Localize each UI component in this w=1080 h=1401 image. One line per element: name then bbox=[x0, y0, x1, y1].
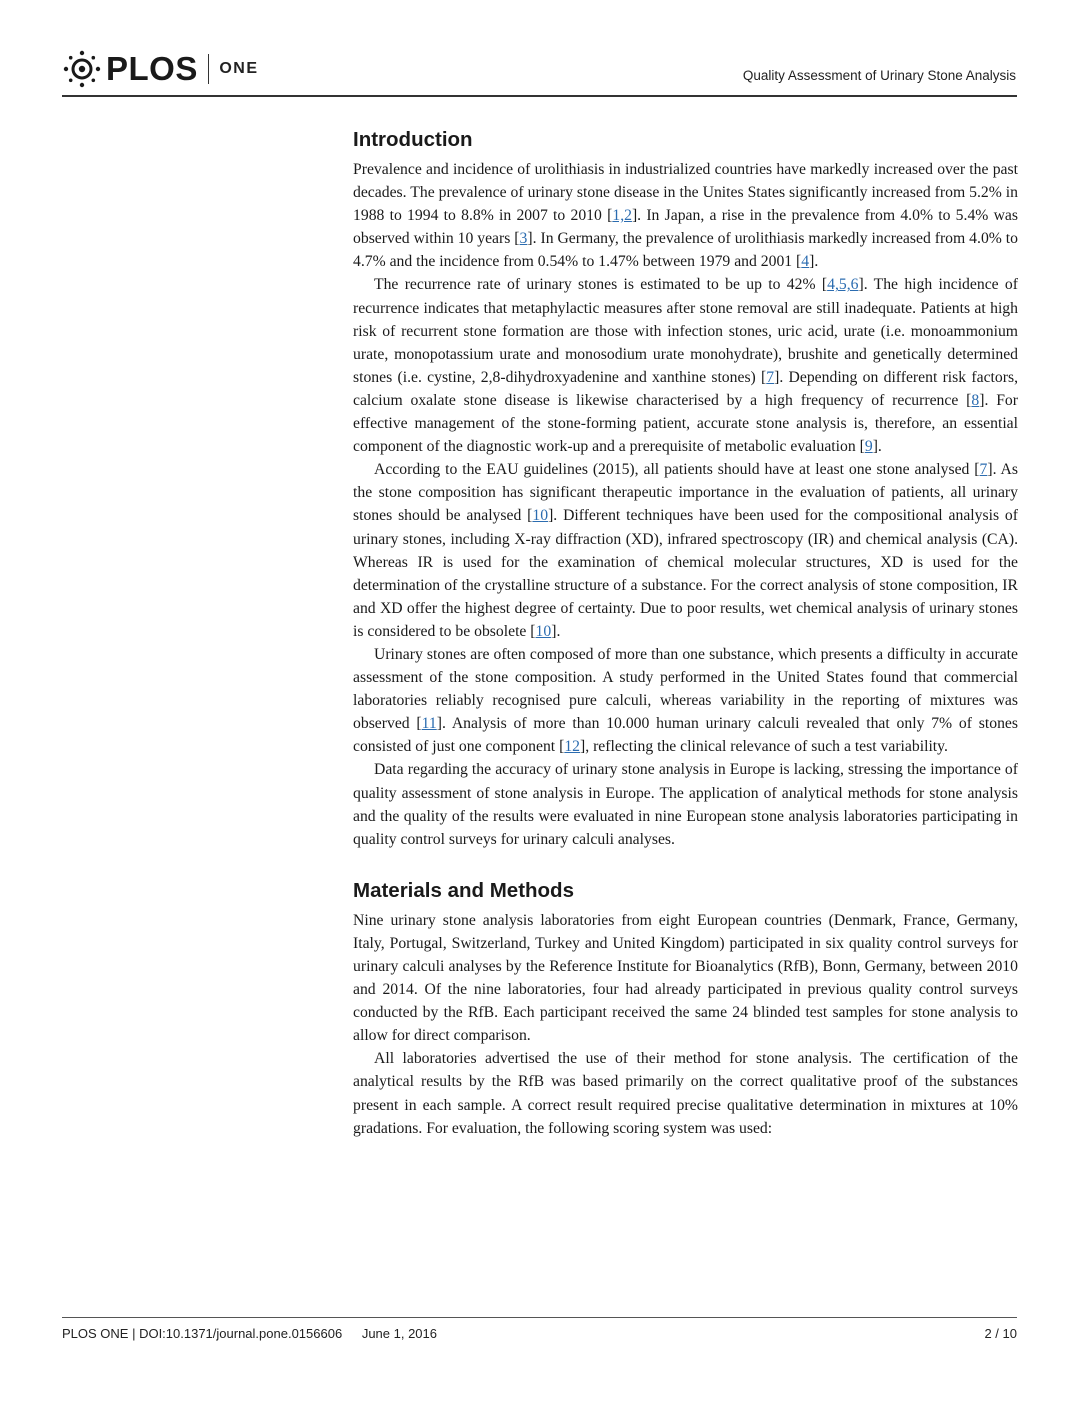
citation-link[interactable]: 3 bbox=[519, 230, 528, 248]
citation-link[interactable]: 11 bbox=[421, 715, 437, 733]
page-number: 2 / 10 bbox=[984, 1326, 1017, 1341]
footer-date: June 1, 2016 bbox=[361, 1326, 437, 1341]
article-body bbox=[353, 128, 1018, 1140]
citation-link[interactable]: 7 bbox=[766, 368, 775, 386]
running-title: Quality Assessment of Urinary Stone Analysis bbox=[742, 68, 1016, 83]
body-paragraph: Nine urinary stone analysis laboratories from eight European countries (Denmark, France, Germany, Italy, Portugal, Switzerland, Turkey and United Kingdom) participated in six quality control surveys for urinary calculi analyses by the Reference Institute for Bioanalytics (RfB), Bonn, Germany, between 2010 and 2014. Of the nine laboratories, four had already participated in previous quality control surveys conducted by the RfB. Each participant received the same 24 blinded test samples for stone analysis to allow for direct comparison. bbox=[353, 911, 1018, 1045]
body-paragraph: Data regarding the accuracy of urinary stone analysis in Europe is lacking, stressing the importance of quality assessment of stone analysis in Europe. The application of analytical methods for stone analysis and the quality of the results were evaluated in nine European stone analysis laboratories participating in quality control surveys for urinary calculi analyses. bbox=[353, 761, 1018, 848]
logo-text: PLOS bbox=[106, 50, 198, 87]
citation-link[interactable]: 7 bbox=[979, 461, 988, 479]
logo-subtext: ONE bbox=[219, 60, 259, 77]
section-heading: Introduction bbox=[353, 128, 473, 151]
logo-divider bbox=[208, 54, 210, 84]
body-paragraph: Prevalence and incidence of urolithiasis in industrialized countries have markedly increased over the past decades. The prevalence of urinary stone disease in the Unites States significantly increased from 5.2% in 1988 to 1994 to 8.8% in 2007 to 2010 [1,2]. In Japan, a rise in the prevalence from 4.0% to 5.4% was observed within 10 years [3]. In Germany, the prevalence of urolithiasis markedly increased from 4.0% to 4.7% and the incidence from 0.54% to 1.47% between 1979 and 2001 [4]. bbox=[353, 161, 1018, 271]
citation-link[interactable]: 4,5,6 bbox=[827, 276, 859, 294]
body-paragraph: The recurrence rate of urinary stones is estimated to be up to 42% [4,5,6]. The high incidence of recurrence indicates that metaphylactic measures after stone removal are still inadequate. Patients at high risk of recurrent stone formation are those with infection stones, uric acid, urate (i.e. monoammonium urate, monopotassium urate and monosodium urate monohydrate), brushite and genetically determined stones (i.e. cystine, 2,8-dihydroxyadenine and xanthine stones) [7]. Depending on different risk factors, calcium oxalate stone disease is likewise characterised by a high frequency of recurrence [8]. For effective management of the stone-forming patient, accurate stone analysis is, therefore, an essential component of the diagnostic work-up and a prerequisite of metabolic evaluation [9]. bbox=[353, 276, 1018, 456]
citation-link[interactable]: 4 bbox=[801, 253, 810, 271]
citation-link[interactable]: 1,2 bbox=[612, 207, 632, 225]
section-heading: Materials and Methods bbox=[353, 878, 574, 902]
citation-link[interactable]: 10 bbox=[532, 507, 549, 525]
body-paragraph: Urinary stones are often composed of more than one substance, which presents a difficulty in accurate assessment of the stone composition. A study performed in the United States found that commercial laboratories reliably recognised pure calculi, whereas variability in the reporting of mixtures was observed [11]. Analysis of more than 10.000 human urinary calculi revealed that only 7% of stones consisted of just one component [12], reflecting the clinical relevance of such a test variability. bbox=[353, 645, 1018, 756]
plos-logo-icon bbox=[62, 49, 102, 89]
body-paragraph: According to the EAU guidelines (2015), all patients should have at least one stone analysed [7]. As the stone composition has significant therapeutic importance in the evaluation of patients, all urinary stones should be analysed [10]. Different techniques have been used for the compositional analysis of urinary stones, including X-ray diffraction (XD), infrared spectroscopy (IR) and chemical analysis (CA). Whereas IR is used for the examination of chemical molecular structures, XD is used for the determination of the crystalline structure of a substance. For the correct analysis of stone composition, IR and XD offer the highest degree of certainty. Due to poor results, wet chemical analysis of urinary stones is considered to be obsolete [10]. bbox=[353, 461, 1018, 640]
journal-logo bbox=[62, 46, 259, 92]
citation-link[interactable]: 9 bbox=[864, 438, 873, 456]
page-footer bbox=[62, 1326, 1017, 1341]
citation-link[interactable]: 8 bbox=[971, 391, 980, 409]
citation-link[interactable]: 10 bbox=[535, 622, 552, 640]
header-rule bbox=[62, 95, 1017, 97]
footer-journal-doi: PLOS ONE | DOI:10.1371/journal.pone.0156606 bbox=[62, 1326, 343, 1341]
body-paragraph: All laboratories advertised the use of their method for stone analysis. The certification of the analytical results by the RfB was based primarily on the correct qualitative proof of the substances present in each sample. A correct result required precise qualitative determination in mixtures at 10% gradations. For evaluation, the following scoring system was used: bbox=[353, 1050, 1018, 1137]
citation-link[interactable]: 12 bbox=[564, 738, 580, 756]
footer-rule bbox=[62, 1317, 1017, 1318]
